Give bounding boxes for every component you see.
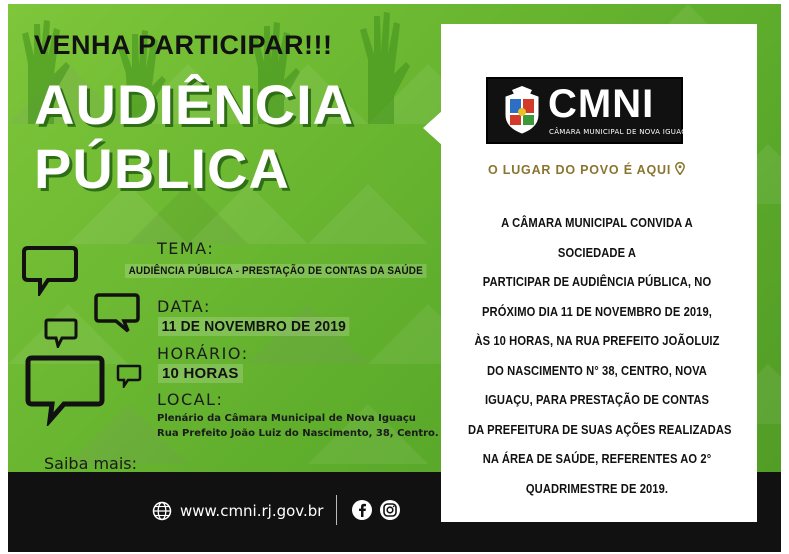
headline-line-2: PÚBLICA [34,137,290,200]
slogan [488,162,685,177]
invitation-line: PRÓXIMO DIA 11 DE NOVEMBRO DE 2019, [482,303,712,319]
chat-bubble-icon [44,318,78,348]
facebook-icon[interactable] [352,500,372,520]
coat-of-arms-icon [496,85,548,137]
horario-value: 10 HORAS [158,364,243,383]
website-link[interactable] [152,497,323,525]
saiba-mais-label: Saiba mais: [44,454,138,473]
chat-bubble-icon [22,244,78,296]
logo-subtitle: CÂMARA MUNICIPAL DE NOVA IGUAÇU [549,128,692,136]
invitation-line: PARTICIPAR DE AUDIÊNCIA PÚBLICA, NO [482,274,712,289]
footer-divider [336,495,337,525]
data-label: DATA: [157,297,211,316]
headline-line-1: AUDIÊNCIA [34,73,355,136]
website-url: www.cmni.rj.gov.br [180,502,324,520]
invitation-line: SOCIEDADE A [557,244,637,260]
tema-value: AUDIÊNCIA PÚBLICA - PRESTAÇÃO DE CONTAS DA SAÚDE [125,264,426,278]
invitation-line: ÀS 10 HORAS, NA RUA PREFEITO JOÃOLUIZ [474,333,720,348]
logo-name: CMNI [548,82,655,126]
local-line-1: Plenário da Câmara Municipal de Nova Iguaçu [157,413,416,424]
call-to-action: VENHA PARTICIPAR!!! [34,30,333,60]
tema-label: TEMA: [157,239,215,258]
invitation-line: IGUAÇU, PARA PRESTAÇÃO DE CONTAS [484,392,710,407]
invitation-line: DO NASCIMENTO N° 38, CENTRO, NOVA [487,362,707,378]
data-value: 11 DE NOVEMBRO DE 2019 [158,317,350,336]
chat-bubble-icon [24,354,106,426]
chat-bubble-icon [116,364,142,388]
local-line-2: Rua Prefeito João Luiz do Nascimento, 38, Centro. [157,428,439,439]
location-pin-icon [675,162,685,175]
local-label: LOCAL: [157,390,224,409]
invitation-line: DA PREFEITURA DE SUAS AÇÕES REALIZADAS [468,421,732,437]
invitation-line: NA ÁREA DE SAÚDE, REFERENTES AO 2° [482,451,712,466]
card-pointer [423,110,443,146]
slogan-text: O LUGAR DO POVO É AQUI [488,163,672,177]
social-links [352,500,400,520]
chat-bubble-icon [94,292,140,334]
globe-icon [152,501,172,521]
invitation-line: A CÂMARA MUNICIPAL CONVIDA A [501,215,693,230]
invitation-text [447,208,747,503]
horario-label: HORÁRIO: [157,344,249,363]
instagram-icon[interactable] [380,500,400,520]
invitation-line: QUADRIMESTRE DE 2019. [525,480,669,496]
